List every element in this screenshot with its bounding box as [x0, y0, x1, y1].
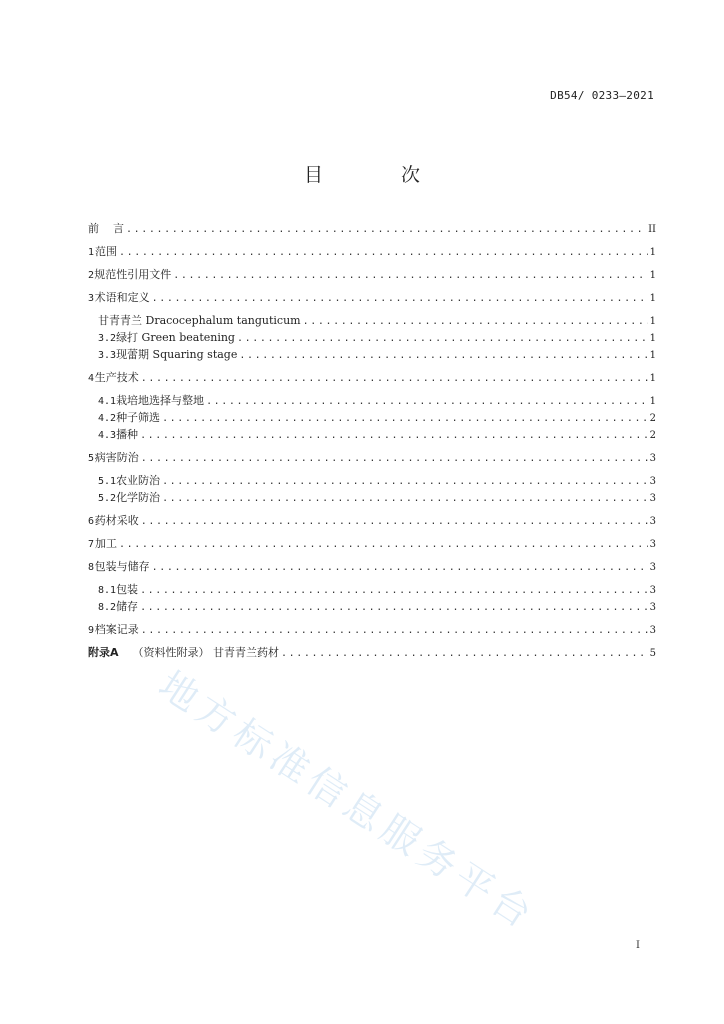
toc-entry-label: 加工: [95, 537, 118, 550]
toc-entry-number: 4.3: [98, 430, 117, 441]
toc-entry-label: 种子筛选: [116, 411, 161, 424]
toc-leader-dots: [303, 313, 648, 330]
toc-entry-label: 生产技术: [94, 371, 139, 384]
toc-page-number: 3: [649, 562, 656, 573]
toc-entry-3-1[interactable]: [88, 312, 656, 329]
toc-entry-4-2[interactable]: [88, 409, 656, 426]
toc-entry-number: 3: [88, 293, 95, 304]
toc-page-number: 2: [649, 413, 656, 424]
toc-entry-label: 储存: [116, 600, 139, 613]
toc-entry-number: 9: [88, 625, 95, 636]
toc-entry-number: 5.1: [98, 476, 117, 487]
toc-leader-dots: [152, 559, 648, 576]
toc-entry-3-2[interactable]: [88, 329, 656, 346]
toc-page-number: 5: [649, 648, 656, 659]
toc-entry-number: 4.1: [98, 396, 117, 407]
toc-page-number: 1: [649, 316, 656, 327]
toc-entry-7[interactable]: [88, 535, 656, 552]
toc-entry-label: 甘青青兰 Dracocephalum tanguticum: [98, 314, 301, 327]
toc-page-number: 1: [649, 373, 656, 384]
toc-leader-dots: [141, 370, 648, 387]
toc-leader-dots: [126, 221, 646, 238]
toc-entry-label: 范围: [95, 245, 118, 258]
toc-entry-3-3[interactable]: [88, 346, 656, 363]
toc-entry-appendix-a[interactable]: [88, 644, 656, 661]
toc-entry-number: 4: [88, 373, 95, 384]
toc-page-number: 1: [649, 293, 656, 304]
toc-entry-8-1[interactable]: [88, 581, 656, 598]
toc-page-number: 1: [649, 270, 656, 281]
document-code: DB54/ 0233—2021: [550, 89, 654, 102]
toc-page-number: 3: [649, 516, 656, 527]
toc-entry-5-1[interactable]: [88, 472, 656, 489]
toc-entry-number: 3.2: [98, 333, 117, 344]
page-number: I: [636, 940, 640, 951]
toc-entry-label: 前 言: [88, 222, 124, 235]
toc-entry-label: 现蕾期 Squaring stage: [116, 348, 238, 361]
toc-page-number: 3: [649, 453, 656, 464]
toc-entry-label: 药材采收: [94, 514, 139, 527]
toc-entry-label: 化学防治: [116, 491, 161, 504]
toc-entry-foreword[interactable]: [88, 220, 656, 237]
toc-entry-8[interactable]: [88, 558, 656, 575]
toc-entry-1[interactable]: [88, 243, 656, 260]
toc-entry-label: 绿打 Green beatening: [116, 331, 235, 344]
toc-entry-label: 档案记录: [94, 623, 139, 636]
toc-entry-label: 规范性引用文件: [94, 268, 172, 281]
toc-leader-dots: [162, 473, 648, 490]
toc-leader-dots: [152, 290, 648, 307]
toc-entry-number: 5: [88, 453, 95, 464]
toc-entry-label: 包装与储存: [94, 560, 150, 573]
toc-leader-dots: [140, 427, 648, 444]
toc-entry-number: 8: [88, 562, 95, 573]
toc-entry-label: 农业防治: [116, 474, 161, 487]
toc-page-number: 3: [649, 493, 656, 504]
toc-page-number: 2: [649, 430, 656, 441]
toc-entry-label: （资料性附录） 甘青青兰药材: [132, 646, 280, 659]
toc-entry-label: 病害防治: [94, 451, 139, 464]
toc-entry-5-2[interactable]: [88, 489, 656, 506]
toc-leader-dots: [206, 393, 648, 410]
toc-leader-dots: [141, 450, 648, 467]
toc-leader-dots: [141, 513, 648, 530]
table-of-contents: [88, 220, 656, 661]
toc-entry-label: 包装: [116, 583, 139, 596]
toc-page-number: 1: [649, 350, 656, 361]
toc-page-number: 3: [649, 539, 656, 550]
page-title: 目 次: [303, 164, 457, 186]
toc-page-number: II: [648, 224, 656, 235]
toc-leader-dots: [141, 622, 648, 639]
toc-page-number: 3: [649, 625, 656, 636]
toc-leader-dots: [119, 244, 648, 261]
toc-page-number: 1: [649, 333, 656, 344]
toc-entry-number: 附录A: [88, 646, 119, 659]
toc-entry-number: 6: [88, 516, 95, 527]
toc-entry-4-3[interactable]: [88, 426, 656, 443]
toc-entry-5[interactable]: [88, 449, 656, 466]
toc-entry-6[interactable]: [88, 512, 656, 529]
toc-entry-number: 5.2: [98, 493, 117, 504]
toc-entry-3[interactable]: [88, 289, 656, 306]
toc-entry-9[interactable]: [88, 621, 656, 638]
toc-entry-number: 8.2: [98, 602, 117, 613]
toc-entry-number: 8.1: [98, 585, 117, 596]
toc-page-number: 1: [649, 396, 656, 407]
toc-entry-2[interactable]: [88, 266, 656, 283]
toc-leader-dots: [281, 645, 648, 662]
watermark: 地方标准信息服务平台: [151, 662, 545, 940]
toc-page-number: 3: [649, 602, 656, 613]
toc-leader-dots: [162, 410, 648, 427]
toc-entry-number: 3.3: [98, 350, 117, 361]
toc-page-number: 3: [649, 476, 656, 487]
toc-entry-8-2[interactable]: [88, 598, 656, 615]
toc-entry-label: 播种: [116, 428, 139, 441]
toc-entry-number: 7: [88, 539, 95, 550]
toc-leader-dots: [140, 582, 648, 599]
toc-page-number: 1: [649, 247, 656, 258]
toc-entry-4-1[interactable]: [88, 392, 656, 409]
toc-leader-dots: [162, 490, 648, 507]
toc-entry-label: 栽培地选择与整地: [116, 394, 205, 407]
toc-entry-label: 术语和定义: [94, 291, 150, 304]
toc-leader-dots: [119, 536, 648, 553]
toc-entry-number: 2: [88, 270, 95, 281]
toc-entry-number: 1: [88, 247, 95, 258]
toc-leader-dots: [140, 599, 648, 616]
toc-entry-4[interactable]: [88, 369, 656, 386]
toc-leader-dots: [237, 330, 648, 347]
toc-leader-dots: [239, 347, 647, 364]
toc-leader-dots: [173, 267, 647, 284]
toc-page-number: 3: [649, 585, 656, 596]
toc-entry-number: 4.2: [98, 413, 117, 424]
